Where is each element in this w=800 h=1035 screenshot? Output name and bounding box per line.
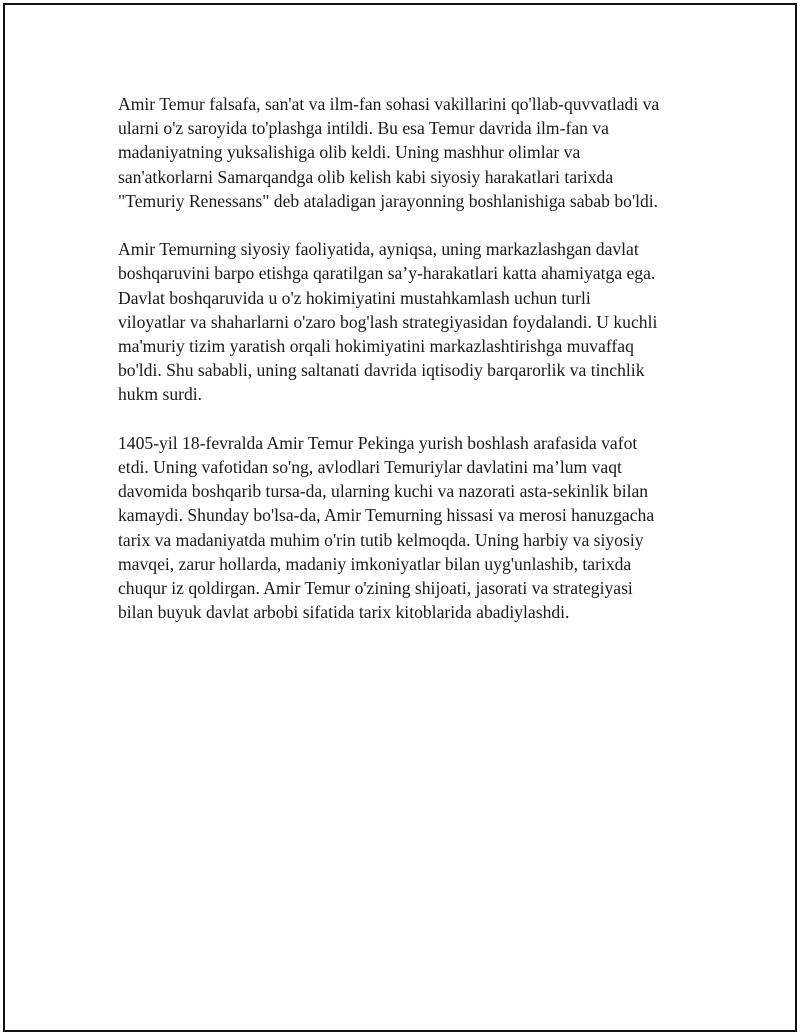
text-line: Amir Temurning siyosiy faoliyatida, ayniqsa, uning markazlashgan davlat [118, 239, 639, 260]
text-line: mavqei, zarur hollarda, madaniy imkoniyatlar bilan uyg'unlashib, tarixda [118, 553, 632, 574]
text-line: san'atkorlarni Samarqandga olib kelish kabi siyosiy harakatlari tarixda [118, 166, 614, 187]
text-line: "Temuriy Renessans" deb ataladigan jarayonning boshlanishiga sabab bo'ldi. [118, 190, 659, 211]
text-line: tarix va madaniyatda muhim o'rin tutib kelmoqda. Uning harbiy va siyosiy [118, 529, 644, 550]
text-line: Amir Temur falsafa, san'at va ilm-fan sohasi vakillarini qo'llab-quvvatladi va [118, 94, 660, 114]
text-line: Davlat boshqaruvida u o'z hokimiyatini mustahkamlash uchun turli [118, 287, 591, 308]
text-line: hukm surdi. [118, 384, 203, 405]
text-line: 1405-yil 18-fevralda Amir Temur Pekinga yurish boshlash arafasida vafot [118, 432, 638, 453]
text-line: bo'ldi. Shu sababli, uning saltanati davrida iqtisodiy barqarorlik va tinchlik [118, 360, 645, 381]
text-line: davomida boshqarib tursa-da, ularning kuchi va nazorati asta-sekinlik bilan [118, 481, 649, 502]
paragraph-3 [118, 431, 698, 625]
text-line: etdi. Uning vafotidan so'ng, avlodlari Temuriylar davlatini ma’lum vaqt [118, 457, 622, 478]
document-body [118, 92, 698, 649]
text-line: bilan buyuk davlat arbobi sifatida tarix kitoblarida abadiylashdi. [118, 602, 570, 623]
paragraph-2 [118, 237, 698, 406]
text-line: chuqur iz qoldirgan. Amir Temur o'zining shijoati, jasorati va strategiyasi [118, 578, 633, 599]
text-line: kamaydi. Shunday bo'lsa-da, Amir Temurning hissasi va merosi hanuzgacha [118, 505, 655, 526]
text-line: ma'muriy tizim yaratish orqali hokimiyatini markazlashtirishga muvaffaq [118, 336, 634, 357]
paragraph-1 [118, 92, 698, 213]
text-line: ularni o'z saroyida to'plashga intildi. Bu esa Temur davrida ilm-fan va [118, 118, 609, 139]
text-line: viloyatlar va shaharlarni o'zaro bog'lash strategiyasidan foydalandi. U kuchli [118, 311, 658, 332]
text-line: boshqaruvini barpo etishga qaratilgan sa’y-harakatlari katta ahamiyatga ega. [118, 263, 656, 284]
text-line: madaniyatning yuksalishiga olib keldi. Uning mashhur olimlar va [118, 142, 581, 163]
